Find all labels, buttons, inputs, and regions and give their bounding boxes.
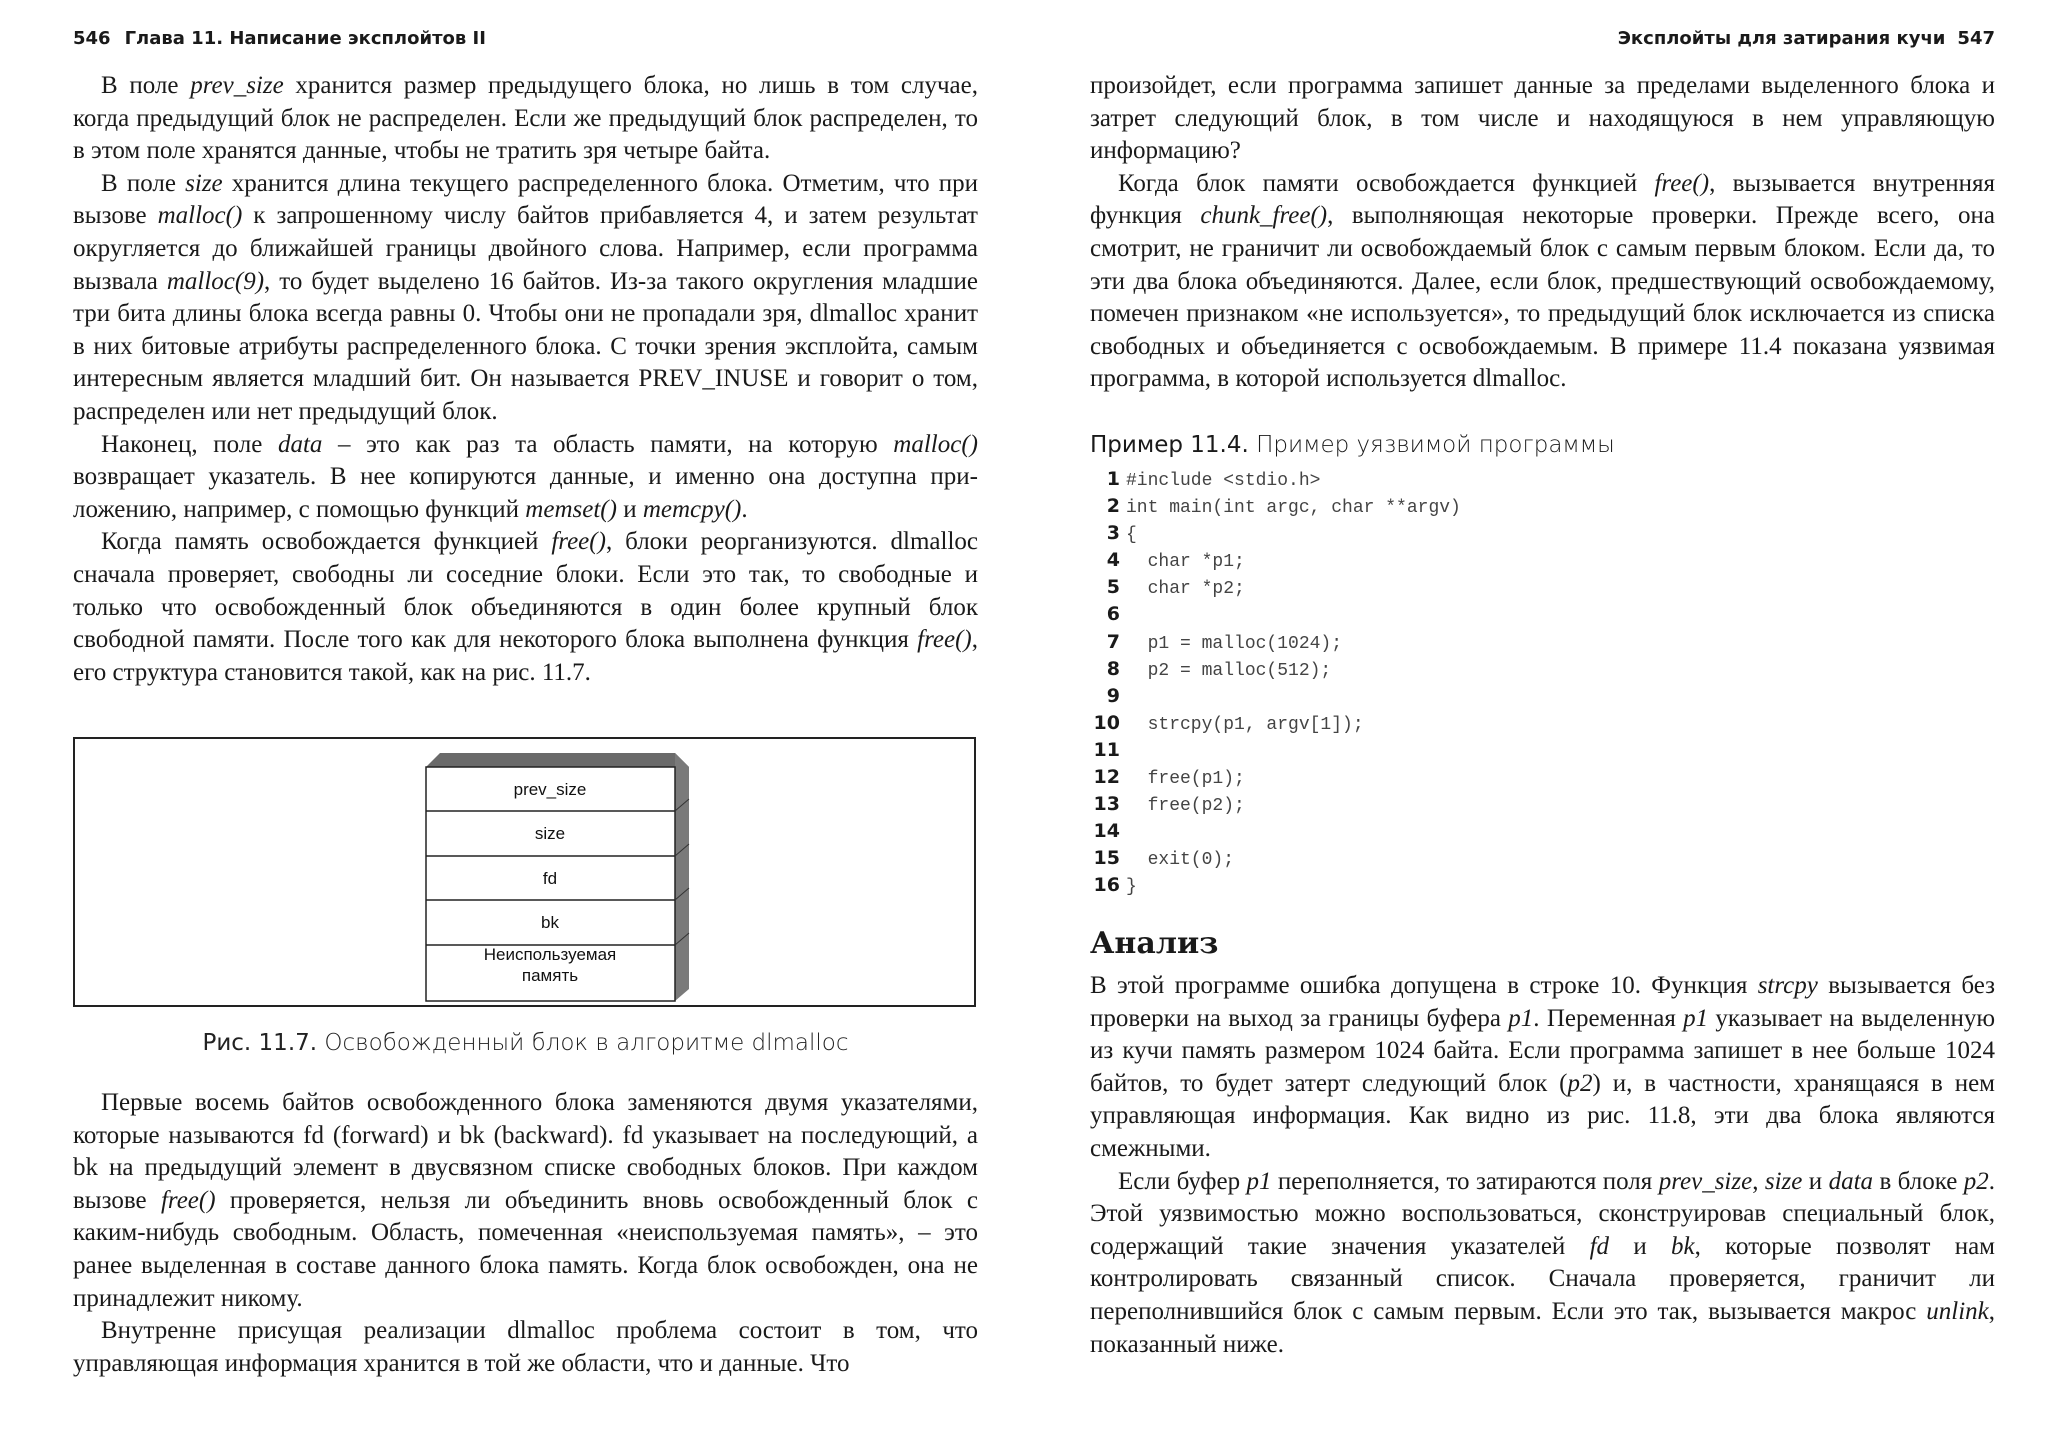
code-line: [1090, 872, 1995, 899]
left-page-number: 546: [73, 28, 111, 49]
freed-chunk-diagram: [75, 739, 974, 1005]
right-page: [1090, 0, 1995, 1447]
code-text: #include <stdio.h>: [1126, 471, 1321, 491]
italic-term: memset(): [525, 495, 617, 523]
code-line: [1090, 737, 1995, 764]
figure-11-7: [73, 737, 976, 1007]
left-running-head: [73, 28, 978, 58]
paragraph: Наконец, поле data – это как раз та область памяти, на которую malloc() возвращает указатель. В нее копируются данные, и именно она доступна приложению, например, с помощью функций memset() и memcpy().: [73, 430, 978, 523]
block-label-line: память: [521, 966, 579, 985]
italic-term: malloc(): [893, 430, 978, 458]
left-page: [73, 0, 978, 1447]
code-line: [1090, 710, 1995, 737]
italic-term: free(): [917, 626, 972, 654]
right-body-top: [1090, 70, 1995, 396]
figure-caption-label: Рис. 11.7.: [202, 1030, 318, 1056]
line-number: 12: [1093, 766, 1120, 789]
code-line: [1090, 629, 1995, 656]
right-running-head-title: Эксплойты для затирания кучи: [1617, 28, 1946, 49]
block-side-face: [675, 753, 689, 1001]
line-number: 9: [1106, 684, 1120, 707]
code-line: [1090, 764, 1995, 791]
example-title-text: Пример уязвимой программы: [1256, 432, 1615, 458]
line-number: 4: [1106, 549, 1120, 572]
code-line: [1090, 574, 1995, 601]
paragraph: произойдет, если программа запишет данные за пределами выделенного блока и затрет следующий блок, в том числе и находящуюся в нем управляющую информацию?: [1090, 72, 1995, 165]
line-number: 2: [1106, 495, 1120, 518]
paragraph: Когда память освобождается функцией free(), блоки реорганизуются. dlmalloc сначала проверяет, свободны ли соседние блоки. Если это так, то свободные и только что освобожденный блок объединяются в один более крупный блок свободной памяти. После того как для некоторого блока выполнена функция free(), его структура становится такой, как на рис. 11.7.: [73, 528, 978, 686]
line-number: 3: [1106, 522, 1120, 545]
block-label-size: size: [534, 824, 566, 843]
code-line: [1090, 466, 1995, 493]
paragraph: Если буфер p1 переполняется, то затираются поля prev_size, size и data в блоке p2. Этой уязвимостью можно воспользоваться, сконструировав специальный блок, содержащий такие значения указателей fd и bk, которые позволят нам контролировать связанный список. Сначала проверяется, граничит ли переполнившийся блок с самым первым. Если это так, вызывается макрос unlink, показанный ниже.: [1090, 1167, 1996, 1358]
code-line: [1090, 656, 1995, 683]
paragraph: В поле prev_size хранится размер предыдущего блока, но лишь в том случае, когда предыдущий блок не распределен. Если же предыдущий блок распределен, то в этом поле хранятся данные, чтобы не тратить зря четыре байта.: [73, 72, 978, 165]
line-number: 14: [1093, 820, 1120, 843]
right-body-bottom: [1090, 970, 1995, 1361]
line-number: 8: [1106, 657, 1120, 680]
italic-term: data: [277, 430, 323, 458]
italic-term: bk: [1671, 1232, 1695, 1260]
code-line: [1090, 791, 1995, 818]
paragraph: В этой программе ошибка допущена в строке 10. Функция strcpy вызывается без проверки на выход за границы буфера p1. Переменная p1 указывает на выделенную из кучи память размером 1024 байта. Если программа запишет в нее больше 1024 байтов, то будет затерт следующий блок (p2) и, в частности, хранящаяся в нем управляющая информация. Как видно из рис. 11.8, эти два блока являются смежными.: [1090, 972, 1995, 1162]
italic-term: free(): [160, 1186, 216, 1214]
line-number: 1: [1106, 468, 1120, 490]
code-line: [1090, 547, 1995, 574]
italic-term: size: [1764, 1167, 1803, 1195]
code-line: [1090, 818, 1995, 845]
code-text: strcpy(p1, argv[1]);: [1126, 714, 1364, 735]
figure-caption: [73, 1030, 978, 1056]
paragraph: В поле size хранится длина текущего распределенного блока. Отметим, что при вызове malloc() к запрошенному числу байтов прибавляется 4, и затем результат округляется до ближайшей границы двойного слова. Например, если программа вызвала malloc(9), то будет выделено 16 байтов. Из-за такого округления младшие три бита длины блока всегда равны 0. Чтобы они не пропадали зря, dlmalloc хранит в них битовые атрибуты распределенного блока. С точки зрения эксплойта, самым интересным является младший бит. Он называется PREV_INUSE и говорит о том, распределен или нет предыдущий блок.: [73, 169, 978, 425]
italic-term: size: [185, 169, 223, 197]
italic-term: chunk_free(): [1200, 202, 1328, 230]
left-body-top: [73, 70, 978, 689]
code-text: }: [1126, 877, 1137, 898]
paragraph: Внутренне присущая реализации dlmalloc проблема состоит в том, что управляющая информация хранится в той же области, что и данные. Что: [73, 1317, 978, 1377]
code-text: p2 = malloc(512);: [1126, 660, 1332, 681]
line-number: 13: [1093, 793, 1120, 816]
code-text: char *p1;: [1126, 552, 1245, 573]
italic-term: free(): [1654, 169, 1710, 197]
code-text: int main(int argc, char **argv): [1126, 498, 1461, 519]
italic-term: strcpy: [1757, 972, 1818, 999]
italic-term: p1: [1246, 1167, 1272, 1195]
line-number: 15: [1093, 847, 1120, 870]
block-label-prev-size: prev_size: [513, 780, 587, 799]
italic-term: unlink: [1926, 1297, 1989, 1325]
section-heading: Анализ: [1090, 926, 1219, 961]
italic-term: p1: [1683, 1004, 1709, 1032]
paragraph: Первые восемь байтов освобожденного блока заменяются двумя указателями, которые называются fd (forward) и bk (backward). fd указывает на последующий, а bk на предыдущий элемент в двусвязном списке свободных блоков. При каждом вызове free() проверяется, нельзя ли объединить вновь освобожденный блок с каким-нибудь свободным. Область, помеченная «неиспользуемая память», – это ранее выделенная в составе данного блока память. Когда блок освобожден, она не принадлежит никому.: [73, 1089, 978, 1312]
block-top-face: [426, 753, 689, 767]
italic-term: p2: [1963, 1167, 1989, 1195]
right-page-number: 547: [1957, 28, 1995, 49]
code-text: p1 = malloc(1024);: [1126, 633, 1343, 654]
code-line: [1090, 845, 1995, 872]
line-number: 7: [1106, 630, 1120, 653]
italic-term: p1: [1508, 1004, 1534, 1032]
block-label-bk: bk: [541, 913, 559, 932]
line-number: 5: [1106, 576, 1120, 599]
code-line: [1090, 601, 1995, 628]
code-line: [1090, 493, 1995, 520]
code-text: {: [1126, 525, 1137, 546]
italic-term: free(): [551, 528, 606, 556]
code-text: char *p2;: [1126, 579, 1245, 600]
italic-term: malloc(): [157, 202, 243, 230]
line-number: 11: [1093, 738, 1120, 761]
code-line: [1090, 683, 1995, 710]
code-text: free(p2);: [1126, 796, 1245, 817]
example-title: [1090, 432, 1615, 458]
italic-term: fd: [1589, 1232, 1610, 1260]
paragraph: Когда блок памяти освобождается функцией free(), вызывается внутренняя функция chunk_free(), выполняющая некоторые проверки. Прежде всего, она смотрит, не граничит ли освобождаемый блок с самым первым блоком. Если да, то эти два блока объединяются. Далее, если блок, предшествующий освобождаемому, помечен признаком «не используется», то предыдущий блок исключается из списка свободных и объединяется с освобождаемым. В примере 11.4 показана уязвимая программа, в которой используется dlmalloc.: [1090, 169, 1995, 393]
code-line: [1090, 520, 1995, 547]
code-text: exit(0);: [1126, 850, 1235, 871]
italic-term: prev_size: [1658, 1167, 1753, 1195]
left-running-head-title: Глава 11. Написание эксплойтов II: [124, 28, 486, 49]
left-body-bottom: [73, 1087, 978, 1380]
italic-term: p2: [1567, 1069, 1593, 1097]
code-listing: [1090, 466, 1995, 900]
right-running-head: [1090, 28, 1995, 58]
example-label: Пример 11.4.: [1090, 432, 1249, 458]
figure-caption-text: Освобожденный блок в алгоритме dlmalloc: [324, 1030, 849, 1056]
line-number: 6: [1106, 603, 1120, 626]
line-number: 16: [1093, 874, 1120, 897]
block-label-fd: fd: [542, 869, 558, 888]
code-text: free(p1);: [1126, 769, 1245, 790]
block-label-line: Неиспользуемая: [483, 945, 617, 964]
italic-term: data: [1828, 1167, 1874, 1195]
line-number: 10: [1093, 711, 1120, 734]
italic-term: memcpy(): [642, 495, 742, 523]
italic-term: prev_size: [190, 72, 284, 99]
italic-term: malloc(9): [166, 267, 265, 295]
